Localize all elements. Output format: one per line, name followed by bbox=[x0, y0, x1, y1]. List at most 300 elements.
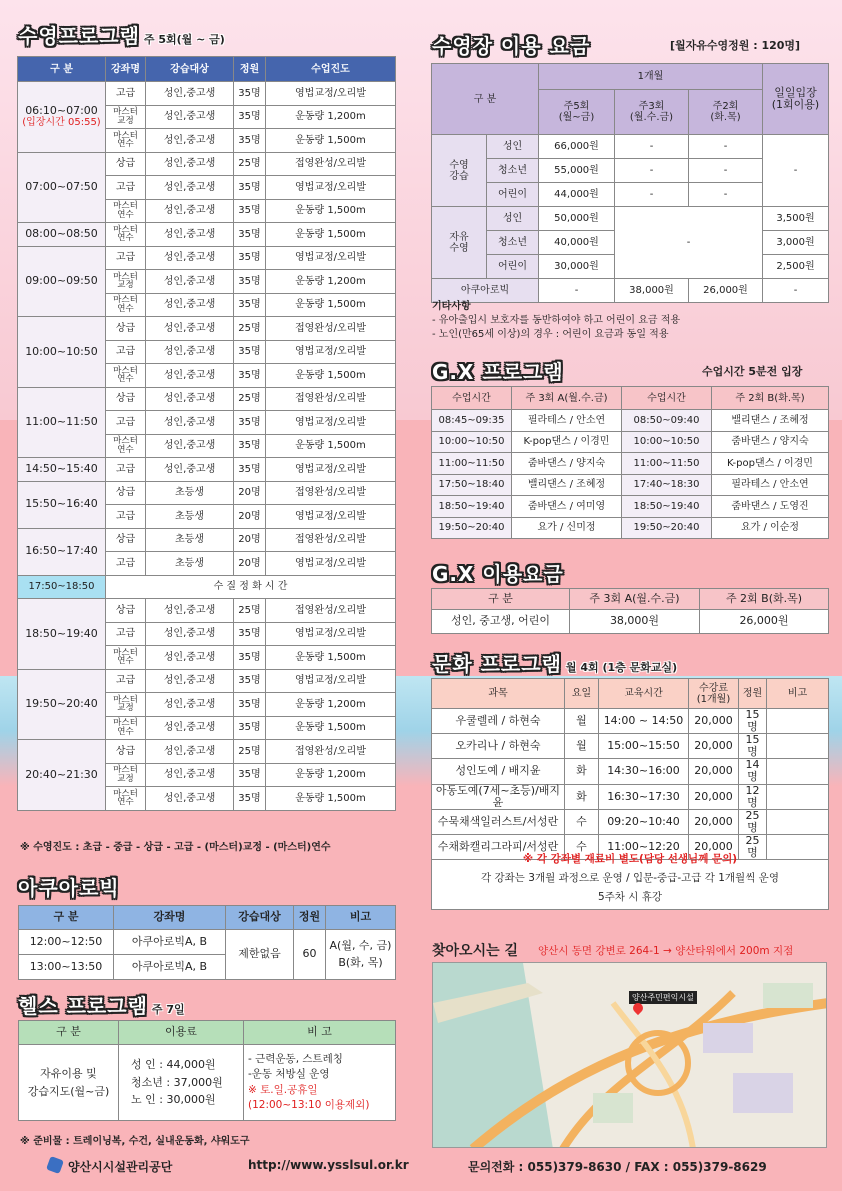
swim-cell: 영법교정/오리발 bbox=[266, 505, 396, 529]
swim-cell: 마스터 연수 bbox=[106, 293, 146, 317]
swim-row bbox=[18, 387, 396, 411]
swim-cell: 20명 bbox=[234, 481, 266, 505]
swim-cell: 성인,중고생 bbox=[146, 246, 234, 270]
health-prep-note: ※ 준비물 : 트레이닝복, 수건, 실내운동화, 샤워도구 bbox=[20, 1136, 250, 1147]
culture-notes bbox=[431, 850, 829, 907]
culture-cell: 16:30~17:30 bbox=[599, 784, 689, 809]
swim-cell: 영법교정/오리발 bbox=[266, 246, 396, 270]
swim-cell: 성인,중고생 bbox=[146, 105, 234, 129]
swim-cell: 성인,중고생 bbox=[146, 669, 234, 693]
swim-entry-note: (입장시간 05:55) bbox=[22, 117, 101, 129]
contact-info: 문의전화 : 055)379-8630 / FAX : 055)379-8629 bbox=[468, 1160, 767, 1174]
swim-cell: 35명 bbox=[234, 176, 266, 200]
swim-cell: 영법교정/오리발 bbox=[266, 552, 396, 576]
swim-cell: 20명 bbox=[234, 505, 266, 529]
culture-head: 비고 bbox=[767, 679, 829, 709]
swim-cell: 초등생 bbox=[146, 505, 234, 529]
fee-group-free: 자유 수영 bbox=[432, 207, 487, 279]
gx-section-title: G.X 프로그램 bbox=[432, 360, 564, 384]
culture-cell: 25명 bbox=[739, 809, 767, 834]
gx-cell: 필라테스 / 안소연 bbox=[512, 410, 622, 432]
gx-cell: 11:00~11:50 bbox=[432, 453, 512, 475]
fee-cell: 2,500원 bbox=[763, 255, 829, 279]
swim-row bbox=[18, 152, 396, 176]
gx-cell: 19:50~20:40 bbox=[622, 517, 712, 539]
swim-cell: 20명 bbox=[234, 528, 266, 552]
health-fee: 노 인 : 30,000원 bbox=[131, 1093, 216, 1107]
swim-row bbox=[18, 740, 396, 764]
fee-cell: - bbox=[689, 159, 763, 183]
swim-row bbox=[18, 317, 396, 341]
aqua-cell: 12:00~12:50 bbox=[19, 930, 114, 955]
gx-head: 주 2회 B(화.목) bbox=[712, 387, 829, 410]
swim-cell: 성인,중고생 bbox=[146, 82, 234, 106]
swim-cell: 운동량 1,500m bbox=[266, 364, 396, 388]
health-table bbox=[18, 1020, 396, 1121]
swim-cell: 성인,중고생 bbox=[146, 646, 234, 670]
swim-cell: 고급 bbox=[106, 340, 146, 364]
swim-cell: 접영완성/오리발 bbox=[266, 481, 396, 505]
swim-cell: 성인,중고생 bbox=[146, 458, 234, 482]
health-head: 비 고 bbox=[244, 1021, 396, 1045]
swim-cell: 영법교정/오리발 bbox=[266, 411, 396, 435]
swim-cell: 25명 bbox=[234, 317, 266, 341]
fee-cell: - bbox=[763, 135, 829, 207]
fee-head-col: 주3회 (월.수.금) bbox=[615, 90, 689, 135]
fee-head-daily: 일일입장 (1회이용) bbox=[763, 64, 829, 135]
aqua-cell: 60 bbox=[294, 930, 326, 980]
gxfee-cell: 38,000원 bbox=[570, 610, 700, 634]
swim-time: 16:50~17:40 bbox=[18, 528, 106, 575]
gx-cell: 18:50~19:40 bbox=[432, 496, 512, 518]
swim-cell: 마스터 연수 bbox=[106, 787, 146, 811]
aqua-cell: 아쿠아로빅A, B bbox=[114, 955, 226, 980]
gxfee-head: 주 2회 B(화.목) bbox=[700, 589, 829, 610]
org-url[interactable]: http://www.ysslsul.or.kr bbox=[248, 1158, 409, 1172]
gx-cell: 11:00~11:50 bbox=[622, 453, 712, 475]
gx-cell: 17:40~18:30 bbox=[622, 474, 712, 496]
fee-etc bbox=[432, 300, 680, 342]
fee-cell: 어린이 bbox=[487, 183, 539, 207]
gx-head: 수업시간 bbox=[432, 387, 512, 410]
swim-cell: 성인,중고생 bbox=[146, 387, 234, 411]
swim-cell: 35명 bbox=[234, 763, 266, 787]
swim-time-text: 06:10~07:00 bbox=[25, 104, 98, 118]
swim-time: 08:00~08:50 bbox=[18, 223, 106, 247]
culture-cell: 20,000 bbox=[689, 809, 739, 834]
fee-etc-line: - 노인(만65세 이상)의 경우 : 어린이 요금과 동일 적용 bbox=[432, 329, 669, 340]
culture-cell: 20,000 bbox=[689, 734, 739, 759]
swim-cell: 성인,중고생 bbox=[146, 364, 234, 388]
gxfee-cell: 성인, 중고생, 어린이 bbox=[432, 610, 570, 634]
swim-row bbox=[18, 458, 396, 482]
swim-cell: 성인,중고생 bbox=[146, 293, 234, 317]
swim-cell: 35명 bbox=[234, 669, 266, 693]
culture-cell bbox=[767, 759, 829, 784]
culture-cell: 25명 bbox=[739, 834, 767, 859]
swim-break-time: 17:50~18:50 bbox=[18, 575, 106, 599]
swim-cell: 상급 bbox=[106, 740, 146, 764]
gxfee-head: 주 3회 A(월.수.금) bbox=[570, 589, 700, 610]
swim-head: 수업진도 bbox=[266, 57, 396, 82]
culture-cell: 월 bbox=[565, 734, 599, 759]
gxfee-section-title: G.X 이용요금 bbox=[432, 562, 564, 586]
swim-cell: 성인,중고생 bbox=[146, 763, 234, 787]
swim-cell: 고급 bbox=[106, 458, 146, 482]
swim-cell: 마스터 연수 bbox=[106, 646, 146, 670]
fee-cell: 3,000원 bbox=[763, 231, 829, 255]
gx-schedule-table bbox=[431, 386, 829, 539]
location-map[interactable] bbox=[432, 962, 827, 1148]
culture-cell: 12명 bbox=[739, 784, 767, 809]
swim-cell: 성인,중고생 bbox=[146, 622, 234, 646]
culture-head: 요일 bbox=[565, 679, 599, 709]
aqua-head: 정원 bbox=[294, 906, 326, 930]
fee-cell: - bbox=[615, 135, 689, 159]
swim-cell: 성인,중고생 bbox=[146, 199, 234, 223]
swim-cell: 영법교정/오리발 bbox=[266, 669, 396, 693]
fee-section-title: 수영장 이용 요금 bbox=[432, 34, 591, 58]
gx-cell: 밸리댄스 / 조혜정 bbox=[712, 410, 829, 432]
fee-cell: 아쿠아로빅 bbox=[432, 279, 539, 303]
fee-cell: - bbox=[689, 183, 763, 207]
culture-cell: 14:30~16:00 bbox=[599, 759, 689, 784]
culture-cell bbox=[767, 709, 829, 734]
swim-cell: 성인,중고생 bbox=[146, 411, 234, 435]
swim-cell: 상급 bbox=[106, 152, 146, 176]
fee-cell: 성인 bbox=[487, 207, 539, 231]
swim-cell: 운동량 1,500m bbox=[266, 129, 396, 153]
swim-cell: 마스터 교정 bbox=[106, 763, 146, 787]
swim-time: 15:50~16:40 bbox=[18, 481, 106, 528]
culture-cell: 15:00~15:50 bbox=[599, 734, 689, 759]
health-remark: - 근력운동, 스트레칭 bbox=[248, 1053, 343, 1066]
swim-cell: 25명 bbox=[234, 740, 266, 764]
culture-cell: 14:00 ~ 14:50 bbox=[599, 709, 689, 734]
gx-note: 수업시간 5분전 입장 bbox=[702, 365, 803, 378]
culture-table bbox=[431, 678, 829, 860]
culture-cell: 월 bbox=[565, 709, 599, 734]
fee-head-month: 1개월 bbox=[539, 64, 763, 90]
culture-cell: 15명 bbox=[739, 709, 767, 734]
swim-cell: 25명 bbox=[234, 387, 266, 411]
health-head: 이용료 bbox=[119, 1021, 244, 1045]
swim-cell: 마스터 연수 bbox=[106, 434, 146, 458]
swim-cell: 35명 bbox=[234, 364, 266, 388]
gx-cell: 줌바댄스 / 도영진 bbox=[712, 496, 829, 518]
swim-time: 07:00~07:50 bbox=[18, 152, 106, 223]
health-remark-red: ※ 토.일.공휴일 bbox=[248, 1083, 318, 1096]
swim-time: 11:00~11:50 bbox=[18, 387, 106, 458]
aqua-head: 비고 bbox=[326, 906, 396, 930]
swim-cell: 20명 bbox=[234, 552, 266, 576]
culture-cell: 20,000 bbox=[689, 759, 739, 784]
culture-cell: 15명 bbox=[739, 734, 767, 759]
swim-time: 20:40~21:30 bbox=[18, 740, 106, 811]
swim-cell: 상급 bbox=[106, 528, 146, 552]
health-fee: 성 인 : 44,000원 bbox=[131, 1058, 216, 1072]
aqua-cell: 13:00~13:50 bbox=[19, 955, 114, 980]
gxfee-head: 구 분 bbox=[432, 589, 570, 610]
aqua-table bbox=[18, 905, 396, 980]
swim-cell: 성인,중고생 bbox=[146, 317, 234, 341]
culture-cell: 20,000 bbox=[689, 784, 739, 809]
swim-time: 14:50~15:40 bbox=[18, 458, 106, 482]
directions-address: 양산시 동면 강변로 264-1 → 양산타워에서 200m 지점 bbox=[538, 945, 794, 957]
swim-cell: 35명 bbox=[234, 622, 266, 646]
aqua-cell: 제한없음 bbox=[226, 930, 294, 980]
fee-cell: 40,000원 bbox=[539, 231, 615, 255]
health-remark: -운동 처방실 운영 bbox=[248, 1068, 330, 1081]
swim-cell: 마스터 연수 bbox=[106, 223, 146, 247]
culture-cell bbox=[767, 784, 829, 809]
swim-row bbox=[18, 528, 396, 552]
fee-cell: 26,000원 bbox=[689, 279, 763, 303]
culture-cell: 오카리나 / 하현숙 bbox=[432, 734, 565, 759]
swim-row bbox=[18, 246, 396, 270]
gx-cell: 줌바댄스 / 여미영 bbox=[512, 496, 622, 518]
gx-cell: 필라테스 / 안소연 bbox=[712, 474, 829, 496]
swim-cell: 운동량 1,200m bbox=[266, 763, 396, 787]
culture-cell: 20,000 bbox=[689, 834, 739, 859]
swim-cell: 영법교정/오리발 bbox=[266, 82, 396, 106]
fee-cell: - bbox=[615, 207, 763, 279]
fee-etc-line: - 유아출입시 보호자를 동반하여야 하고 어린이 요금 적용 bbox=[432, 315, 681, 326]
swim-cell: 마스터 교정 bbox=[106, 693, 146, 717]
culture-cell: 11:00~12:20 bbox=[599, 834, 689, 859]
health-section-title: 헬스 프로그램 주 7일 bbox=[18, 994, 185, 1018]
swim-row bbox=[18, 599, 396, 623]
culture-cell: 20,000 bbox=[689, 709, 739, 734]
swim-cell: 접영완성/오리발 bbox=[266, 317, 396, 341]
culture-head: 교육시간 bbox=[599, 679, 689, 709]
swim-cell: 운동량 1,500m bbox=[266, 223, 396, 247]
fee-cell: 55,000원 bbox=[539, 159, 615, 183]
swim-cell: 성인,중고생 bbox=[146, 176, 234, 200]
swim-cell: 마스터 연수 bbox=[106, 199, 146, 223]
swim-cell: 상급 bbox=[106, 481, 146, 505]
culture-cell: 아동도예(7세~초등)/배지윤 bbox=[432, 784, 565, 809]
swim-cell: 초등생 bbox=[146, 552, 234, 576]
swim-cell: 성인,중고생 bbox=[146, 152, 234, 176]
swim-cell: 35명 bbox=[234, 787, 266, 811]
fee-cell: - bbox=[689, 135, 763, 159]
culture-cell: 수 bbox=[565, 809, 599, 834]
swim-cell: 35명 bbox=[234, 646, 266, 670]
swim-cell: 접영완성/오리발 bbox=[266, 528, 396, 552]
gx-cell: 17:50~18:40 bbox=[432, 474, 512, 496]
culture-cell: 수묵채색일러스트/서성란 bbox=[432, 809, 565, 834]
swim-cell: 고급 bbox=[106, 82, 146, 106]
swim-schedule-table bbox=[17, 56, 396, 811]
swim-cell: 마스터 연수 bbox=[106, 129, 146, 153]
swim-cell: 운동량 1,200m bbox=[266, 105, 396, 129]
gxfee-table bbox=[431, 588, 829, 634]
swim-progress-note: ※ 수영진도 : 초급 - 중급 - 상급 - 고급 - (마스터)교정 - (마스터)연수 bbox=[20, 842, 331, 853]
gx-cell: 요가 / 이순정 bbox=[712, 517, 829, 539]
swim-cell: 35명 bbox=[234, 693, 266, 717]
swim-cell: 운동량 1,500m bbox=[266, 199, 396, 223]
culture-head: 정원 bbox=[739, 679, 767, 709]
swim-cell: 35명 bbox=[234, 105, 266, 129]
swim-time: 19:50~20:40 bbox=[18, 669, 106, 740]
swim-cell: 성인,중고생 bbox=[146, 434, 234, 458]
aqua-cell: A(월, 수, 금) B(화, 목) bbox=[326, 930, 396, 980]
culture-cell: 수채화캘리그라피/서성란 bbox=[432, 834, 565, 859]
gx-cell: 10:00~10:50 bbox=[432, 431, 512, 453]
swim-cell: 고급 bbox=[106, 176, 146, 200]
swim-cell: 고급 bbox=[106, 669, 146, 693]
culture-cell: 화 bbox=[565, 784, 599, 809]
aqua-head: 구 분 bbox=[19, 906, 114, 930]
swim-cell: 성인,중고생 bbox=[146, 599, 234, 623]
fee-cell: 어린이 bbox=[487, 255, 539, 279]
culture-head: 수강료 (1개월) bbox=[689, 679, 739, 709]
swim-cell: 성인,중고생 bbox=[146, 129, 234, 153]
swim-cell: 35명 bbox=[234, 293, 266, 317]
org-name: 양산시시설관리공단 bbox=[68, 1160, 173, 1174]
swim-cell: 접영완성/오리발 bbox=[266, 599, 396, 623]
swim-cell: 성인,중고생 bbox=[146, 340, 234, 364]
culture-cell: 14명 bbox=[739, 759, 767, 784]
swim-cell: 영법교정/오리발 bbox=[266, 340, 396, 364]
fee-head-gubun: 구 분 bbox=[432, 64, 539, 135]
swim-cell: 25명 bbox=[234, 599, 266, 623]
gx-cell: 줌바댄스 / 양지숙 bbox=[512, 453, 622, 475]
aqua-cell: 아쿠아로빅A, B bbox=[114, 930, 226, 955]
gx-head: 주 3회 A(월.수.금) bbox=[512, 387, 622, 410]
swim-cell: 접영완성/오리발 bbox=[266, 152, 396, 176]
fee-cell: 청소년 bbox=[487, 159, 539, 183]
culture-cell: 우쿨렐레 / 하현숙 bbox=[432, 709, 565, 734]
health-gubun: 자유이용 및 강습지도(월~금) bbox=[19, 1045, 119, 1121]
swim-row bbox=[18, 223, 396, 247]
swim-cell: 마스터 연수 bbox=[106, 364, 146, 388]
swim-cell: 운동량 1,200m bbox=[266, 270, 396, 294]
health-head: 구 분 bbox=[19, 1021, 119, 1045]
swim-cell: 고급 bbox=[106, 552, 146, 576]
culture-note: ※ 각 강좌별 재료비 별도(담당 선생님께 문의) bbox=[522, 853, 738, 865]
fee-cell: - bbox=[615, 159, 689, 183]
swim-cell: 35명 bbox=[234, 82, 266, 106]
fee-cell: - bbox=[539, 279, 615, 303]
culture-section-title: 문화 프로그램 월 4회 (1층 문화교실) bbox=[432, 652, 678, 676]
health-fee: 청소년 : 37,000원 bbox=[131, 1075, 223, 1089]
swim-cell: 35명 bbox=[234, 270, 266, 294]
fee-head-col: 주2회 (화.목) bbox=[689, 90, 763, 135]
aqua-head: 강좌명 bbox=[114, 906, 226, 930]
swim-cell: 초등생 bbox=[146, 481, 234, 505]
fee-cell: 3,500원 bbox=[763, 207, 829, 231]
gx-cell: 19:50~20:40 bbox=[432, 517, 512, 539]
swim-row bbox=[18, 82, 396, 106]
aqua-head: 강습대상 bbox=[226, 906, 294, 930]
culture-cell: 09:20~10:40 bbox=[599, 809, 689, 834]
gx-cell: K-pop댄스 / 이경민 bbox=[712, 453, 829, 475]
gxfee-cell: 26,000원 bbox=[700, 610, 829, 634]
swim-cell: 성인,중고생 bbox=[146, 740, 234, 764]
culture-note: 5주차 시 휴강 bbox=[597, 891, 663, 903]
swim-row bbox=[18, 481, 396, 505]
swim-cell: 35명 bbox=[234, 129, 266, 153]
swim-cell: 25명 bbox=[234, 152, 266, 176]
swim-cell: 35명 bbox=[234, 199, 266, 223]
fee-cell: 청소년 bbox=[487, 231, 539, 255]
culture-head: 과목 bbox=[432, 679, 565, 709]
swim-head: 강습대상 bbox=[146, 57, 234, 82]
org-logo-icon bbox=[46, 1156, 64, 1174]
swim-cell: 성인,중고생 bbox=[146, 693, 234, 717]
directions-title: 찾아오시는 길 bbox=[432, 943, 519, 959]
health-remark-red: (12:00~13:10 이용제외) bbox=[248, 1098, 370, 1111]
swim-cell: 35명 bbox=[234, 458, 266, 482]
fee-group-lesson: 수영 강습 bbox=[432, 135, 487, 207]
culture-cell bbox=[767, 809, 829, 834]
culture-cell: 화 bbox=[565, 759, 599, 784]
swim-section-title: 수영프로그램 주 5회(월 ~ 금) bbox=[18, 24, 225, 48]
swim-cell: 35명 bbox=[234, 716, 266, 740]
swim-cell: 영법교정/오리발 bbox=[266, 458, 396, 482]
swim-cell: 운동량 1,500m bbox=[266, 293, 396, 317]
swim-time: 10:00~10:50 bbox=[18, 317, 106, 388]
swim-break-label: 수 질 정 화 시 간 bbox=[106, 575, 396, 599]
swim-cell: 접영완성/오리발 bbox=[266, 387, 396, 411]
gx-cell: 줌바댄스 / 양지숙 bbox=[712, 431, 829, 453]
culture-note: 각 강좌는 3개월 과정으로 운영 / 입문-중급-고급 각 1개월씩 운영 bbox=[481, 872, 779, 884]
fee-cell: 30,000원 bbox=[539, 255, 615, 279]
swim-time bbox=[18, 82, 106, 153]
swim-cell: 고급 bbox=[106, 505, 146, 529]
swim-cell: 마스터 교정 bbox=[106, 270, 146, 294]
aqua-section-title: 아쿠아로빅 bbox=[18, 876, 120, 900]
gx-cell: 밸리댄스 / 조혜정 bbox=[512, 474, 622, 496]
swim-cell: 성인,중고생 bbox=[146, 270, 234, 294]
fee-cell: 성인 bbox=[487, 135, 539, 159]
swim-cell: 운동량 1,200m bbox=[266, 693, 396, 717]
swim-cell: 성인,중고생 bbox=[146, 223, 234, 247]
swim-row bbox=[18, 669, 396, 693]
swim-time: 18:50~19:40 bbox=[18, 599, 106, 670]
swim-cell: 상급 bbox=[106, 387, 146, 411]
swim-cell: 운동량 1,500m bbox=[266, 716, 396, 740]
swim-cell: 마스터 연수 bbox=[106, 716, 146, 740]
gx-cell: 요가 / 신미정 bbox=[512, 517, 622, 539]
gx-cell: 10:00~10:50 bbox=[622, 431, 712, 453]
swim-time: 09:00~09:50 bbox=[18, 246, 106, 317]
swim-head: 정원 bbox=[234, 57, 266, 82]
culture-cell: 수 bbox=[565, 834, 599, 859]
map-label: 양산주민편익시설 bbox=[629, 991, 697, 1004]
swim-cell: 고급 bbox=[106, 622, 146, 646]
swim-cell: 35명 bbox=[234, 411, 266, 435]
swim-cell: 영법교정/오리발 bbox=[266, 622, 396, 646]
swim-cell: 상급 bbox=[106, 599, 146, 623]
swim-head: 구 분 bbox=[18, 57, 106, 82]
fee-cell: 38,000원 bbox=[615, 279, 689, 303]
gx-head: 수업시간 bbox=[622, 387, 712, 410]
fee-etc-title: 기타사항 bbox=[432, 301, 471, 312]
fee-head-col: 주5회 (월~금) bbox=[539, 90, 615, 135]
swim-cell: 운동량 1,500m bbox=[266, 787, 396, 811]
culture-cell bbox=[767, 734, 829, 759]
fee-cell: 44,000원 bbox=[539, 183, 615, 207]
fee-table bbox=[431, 63, 829, 303]
fee-cell: 66,000원 bbox=[539, 135, 615, 159]
gx-cell: 08:50~09:40 bbox=[622, 410, 712, 432]
swim-cell: 35명 bbox=[234, 340, 266, 364]
swim-cell: 고급 bbox=[106, 246, 146, 270]
swim-cell: 35명 bbox=[234, 434, 266, 458]
